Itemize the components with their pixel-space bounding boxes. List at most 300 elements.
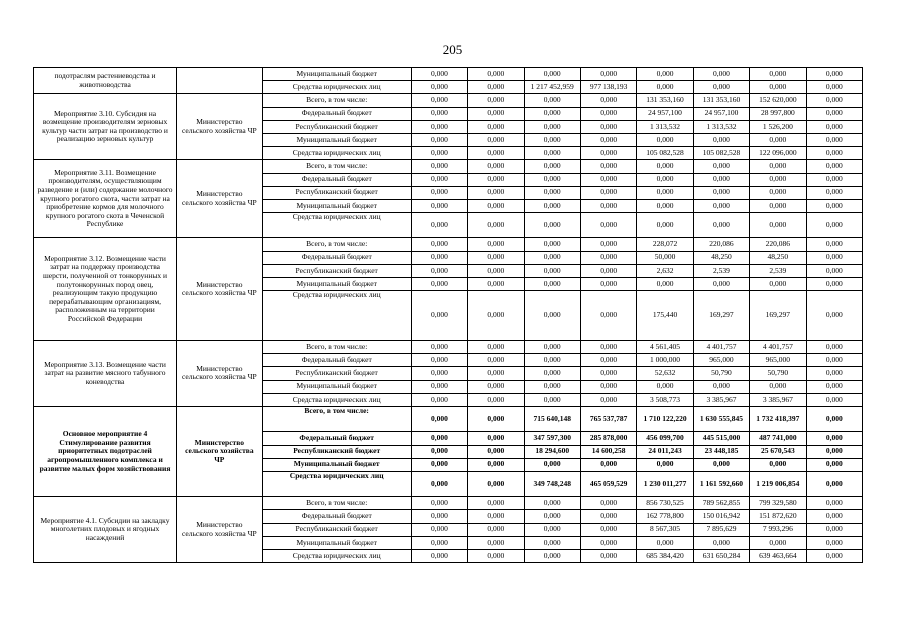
value-cell: 0,000 (806, 523, 862, 536)
budget-table (33, 67, 863, 563)
value-cell: 445 515,000 (693, 432, 749, 445)
funding-source-cell: Республиканский бюджет (262, 445, 411, 458)
value-cell: 0,000 (806, 341, 862, 354)
value-cell: 0,000 (806, 107, 862, 120)
funding-source-cell: Средства юридических лиц (262, 393, 411, 406)
value-cell: 0,000 (468, 264, 524, 277)
value-cell: 0,000 (468, 81, 524, 94)
funding-source-cell: Муниципальный бюджет (262, 458, 411, 471)
value-cell: 456 099,700 (637, 432, 693, 445)
funding-source-cell: Республиканский бюджет (262, 523, 411, 536)
value-cell: 3 508,773 (637, 393, 693, 406)
value-cell: 0,000 (693, 186, 749, 199)
value-cell: 789 562,855 (693, 497, 749, 510)
value-cell: 0,000 (468, 471, 524, 496)
measure-cell: Мероприятие 3.12. Возмещение части затрат на поддержку производства шерсти, полученной от тонкорунных и полутонкорунных пород овец, реализующим такую продукцию перерабатывающим организациям, расположенным на территории Российской Федерации (34, 238, 177, 341)
value-cell: 639 463,664 (750, 550, 806, 563)
value-cell: 162 778,800 (637, 510, 693, 523)
value-cell: 1 217 452,959 (524, 81, 580, 94)
value-cell: 0,000 (580, 497, 636, 510)
value-cell: 152 620,000 (750, 94, 806, 107)
value-cell: 0,000 (468, 393, 524, 406)
value-cell: 0,000 (524, 186, 580, 199)
value-cell: 48,250 (693, 251, 749, 264)
value-cell: 0,000 (580, 173, 636, 186)
value-cell: 0,000 (750, 278, 806, 291)
measure-cell: Основное мероприятие 4 Стимулирование развития приоритетных подотраслей агропромышленного комплекса и развитие малых форм хозяйствования (34, 406, 177, 496)
funding-source-cell: Муниципальный бюджет (262, 278, 411, 291)
value-cell: 0,000 (524, 120, 580, 133)
value-cell: 0,000 (806, 291, 862, 341)
value-cell: 0,000 (806, 81, 862, 94)
value-cell: 0,000 (468, 380, 524, 393)
value-cell: 0,000 (411, 264, 467, 277)
value-cell: 0,000 (750, 199, 806, 212)
funding-source-cell: Муниципальный бюджет (262, 68, 411, 81)
funding-source-cell: Всего, в том числе: (262, 94, 411, 107)
table-row (34, 68, 863, 81)
responsible-cell: Министерство сельского хозяйства ЧР (177, 341, 263, 407)
value-cell: 0,000 (411, 393, 467, 406)
measure-cell: Мероприятие 3.13. Возмещение части затрат на развитие мясного табунного коневодства (34, 341, 177, 407)
value-cell: 4 401,757 (693, 341, 749, 354)
value-cell: 0,000 (580, 510, 636, 523)
funding-source-cell: Федеральный бюджет (262, 107, 411, 120)
value-cell: 0,000 (806, 367, 862, 380)
value-cell: 0,000 (806, 445, 862, 458)
value-cell: 0,000 (693, 68, 749, 81)
value-cell: 715 640,148 (524, 406, 580, 431)
value-cell: 0,000 (750, 68, 806, 81)
value-cell: 0,000 (580, 160, 636, 173)
funding-source-cell: Средства юридических лиц (262, 147, 411, 160)
value-cell: 965,000 (693, 354, 749, 367)
value-cell: 0,000 (524, 160, 580, 173)
value-cell: 228,072 (637, 238, 693, 251)
value-cell: 0,000 (411, 68, 467, 81)
value-cell: 0,000 (806, 213, 862, 238)
value-cell: 0,000 (524, 393, 580, 406)
value-cell: 2,539 (750, 264, 806, 277)
value-cell: 3 385,967 (750, 393, 806, 406)
value-cell: 0,000 (806, 186, 862, 199)
value-cell: 2,632 (637, 264, 693, 277)
funding-source-cell: Республиканский бюджет (262, 186, 411, 199)
value-cell: 0,000 (806, 497, 862, 510)
value-cell: 169,297 (750, 291, 806, 341)
value-cell: 131 353,160 (693, 94, 749, 107)
value-cell: 0,000 (693, 278, 749, 291)
value-cell: 0,000 (468, 160, 524, 173)
value-cell: 0,000 (806, 147, 862, 160)
value-cell: 0,000 (411, 497, 467, 510)
value-cell: 0,000 (524, 550, 580, 563)
funding-source-cell: Федеральный бюджет (262, 510, 411, 523)
value-cell: 0,000 (693, 160, 749, 173)
value-cell: 220,086 (750, 238, 806, 251)
value-cell: 0,000 (806, 199, 862, 212)
value-cell: 105 082,528 (693, 147, 749, 160)
funding-source-cell: Всего, в том числе: (262, 341, 411, 354)
value-cell: 0,000 (524, 536, 580, 549)
funding-source-cell: Всего, в том числе: (262, 497, 411, 510)
value-cell: 0,000 (411, 536, 467, 549)
value-cell: 0,000 (637, 199, 693, 212)
value-cell: 0,000 (524, 94, 580, 107)
value-cell: 0,000 (524, 107, 580, 120)
value-cell: 0,000 (580, 354, 636, 367)
value-cell: 220,086 (693, 238, 749, 251)
funding-source-cell: Средства юридических лиц (262, 291, 411, 341)
responsible-cell: Министерство сельского хозяйства ЧР (177, 497, 263, 563)
value-cell: 0,000 (806, 94, 862, 107)
value-cell: 0,000 (411, 354, 467, 367)
responsible-cell (177, 68, 263, 94)
value-cell: 0,000 (693, 133, 749, 146)
funding-source-cell: Всего, в том числе: (262, 160, 411, 173)
value-cell: 0,000 (468, 406, 524, 431)
value-cell: 23 448,185 (693, 445, 749, 458)
value-cell: 18 294,600 (524, 445, 580, 458)
value-cell: 25 670,543 (750, 445, 806, 458)
value-cell: 0,000 (524, 341, 580, 354)
value-cell: 0,000 (637, 278, 693, 291)
value-cell: 0,000 (580, 251, 636, 264)
value-cell: 0,000 (524, 213, 580, 238)
value-cell: 0,000 (637, 68, 693, 81)
funding-source-cell: Средства юридических лиц (262, 213, 411, 238)
value-cell: 1 230 011,277 (637, 471, 693, 496)
funding-source-cell: Средства юридических лиц (262, 550, 411, 563)
value-cell: 0,000 (580, 523, 636, 536)
value-cell: 0,000 (524, 238, 580, 251)
measure-cell: Мероприятие 3.11. Возмещение производителям, осуществляющим разведение и (или) содержание молочного крупного рогатого скота, части затрат на приобретение кормов для молочного крупного рогатого скота в Чеченской Республике (34, 160, 177, 238)
value-cell: 0,000 (806, 354, 862, 367)
value-cell: 0,000 (580, 68, 636, 81)
value-cell: 0,000 (806, 380, 862, 393)
funding-source-cell: Муниципальный бюджет (262, 199, 411, 212)
value-cell: 0,000 (524, 367, 580, 380)
value-cell: 122 096,000 (750, 147, 806, 160)
funding-source-cell: Муниципальный бюджет (262, 380, 411, 393)
value-cell: 1 526,200 (750, 120, 806, 133)
table-row (34, 406, 863, 431)
value-cell: 0,000 (411, 120, 467, 133)
value-cell: 0,000 (468, 199, 524, 212)
value-cell: 0,000 (806, 68, 862, 81)
value-cell: 0,000 (468, 510, 524, 523)
value-cell: 0,000 (524, 133, 580, 146)
funding-source-cell: Республиканский бюджет (262, 120, 411, 133)
value-cell: 0,000 (580, 367, 636, 380)
responsible-cell: Министерство сельского хозяйства ЧР (177, 406, 263, 496)
value-cell: 0,000 (806, 471, 862, 496)
funding-source-cell: Федеральный бюджет (262, 251, 411, 264)
table-row (34, 341, 863, 354)
value-cell: 465 059,529 (580, 471, 636, 496)
value-cell: 0,000 (468, 107, 524, 120)
value-cell: 0,000 (524, 354, 580, 367)
measure-cell: Мероприятие 4.1. Субсидии на закладку многолетних плодовых и ягодных насаждений (34, 497, 177, 563)
value-cell: 0,000 (468, 186, 524, 199)
value-cell: 0,000 (806, 238, 862, 251)
value-cell: 7 895,629 (693, 523, 749, 536)
value-cell: 0,000 (580, 120, 636, 133)
value-cell: 0,000 (750, 536, 806, 549)
value-cell: 0,000 (411, 550, 467, 563)
value-cell: 0,000 (411, 160, 467, 173)
value-cell: 0,000 (468, 550, 524, 563)
value-cell: 0,000 (468, 354, 524, 367)
value-cell: 0,000 (693, 380, 749, 393)
value-cell: 24 957,100 (637, 107, 693, 120)
value-cell: 977 138,193 (580, 81, 636, 94)
value-cell: 0,000 (580, 107, 636, 120)
value-cell: 0,000 (468, 147, 524, 160)
value-cell: 0,000 (411, 173, 467, 186)
responsible-cell: Министерство сельского хозяйства ЧР (177, 94, 263, 160)
value-cell: 0,000 (411, 510, 467, 523)
measure-cell: Мероприятие 3.10. Субсидия на возмещение производителям зерновых культур части затрат на производство и реализацию зерновых культур (34, 94, 177, 160)
value-cell: 0,000 (637, 160, 693, 173)
value-cell: 0,000 (637, 213, 693, 238)
value-cell: 0,000 (806, 510, 862, 523)
value-cell: 1 313,532 (693, 120, 749, 133)
value-cell: 1 000,000 (637, 354, 693, 367)
value-cell: 0,000 (411, 367, 467, 380)
value-cell: 0,000 (637, 81, 693, 94)
value-cell: 0,000 (468, 497, 524, 510)
value-cell: 0,000 (580, 133, 636, 146)
value-cell: 50,000 (637, 251, 693, 264)
value-cell: 799 329,580 (750, 497, 806, 510)
value-cell: 0,000 (580, 278, 636, 291)
page-number: 205 (442, 42, 463, 57)
value-cell: 0,000 (524, 510, 580, 523)
value-cell: 24 957,100 (693, 107, 749, 120)
value-cell: 0,000 (693, 173, 749, 186)
value-cell: 0,000 (637, 173, 693, 186)
funding-source-cell: Всего, в том числе: (262, 406, 411, 431)
value-cell: 131 353,160 (637, 94, 693, 107)
value-cell: 151 872,620 (750, 510, 806, 523)
value-cell: 0,000 (468, 251, 524, 264)
value-cell: 0,000 (468, 432, 524, 445)
value-cell: 0,000 (468, 367, 524, 380)
value-cell: 0,000 (750, 133, 806, 146)
value-cell: 52,632 (637, 367, 693, 380)
value-cell: 50,790 (693, 367, 749, 380)
value-cell: 0,000 (637, 458, 693, 471)
value-cell: 0,000 (806, 160, 862, 173)
value-cell: 3 385,967 (693, 393, 749, 406)
value-cell: 0,000 (411, 380, 467, 393)
value-cell: 0,000 (580, 199, 636, 212)
value-cell: 0,000 (411, 445, 467, 458)
value-cell: 685 384,420 (637, 550, 693, 563)
value-cell: 0,000 (468, 120, 524, 133)
value-cell: 0,000 (524, 251, 580, 264)
value-cell: 0,000 (750, 173, 806, 186)
value-cell: 0,000 (411, 278, 467, 291)
value-cell: 0,000 (693, 536, 749, 549)
value-cell: 0,000 (580, 550, 636, 563)
value-cell: 1 161 592,660 (693, 471, 749, 496)
value-cell: 0,000 (468, 458, 524, 471)
value-cell: 2,539 (693, 264, 749, 277)
value-cell: 0,000 (411, 458, 467, 471)
value-cell: 0,000 (524, 264, 580, 277)
value-cell: 0,000 (524, 380, 580, 393)
value-cell: 0,000 (468, 278, 524, 291)
value-cell: 0,000 (806, 120, 862, 133)
value-cell: 7 993,296 (750, 523, 806, 536)
value-cell: 0,000 (637, 133, 693, 146)
value-cell: 0,000 (468, 94, 524, 107)
value-cell: 349 748,248 (524, 471, 580, 496)
value-cell: 0,000 (411, 341, 467, 354)
value-cell: 50,790 (750, 367, 806, 380)
value-cell: 0,000 (580, 341, 636, 354)
value-cell: 0,000 (580, 147, 636, 160)
value-cell: 0,000 (411, 133, 467, 146)
value-cell: 0,000 (411, 213, 467, 238)
value-cell: 0,000 (468, 238, 524, 251)
funding-source-cell: Муниципальный бюджет (262, 133, 411, 146)
value-cell: 0,000 (580, 213, 636, 238)
value-cell: 0,000 (524, 523, 580, 536)
value-cell: 14 600,258 (580, 445, 636, 458)
value-cell: 4 561,405 (637, 341, 693, 354)
value-cell: 0,000 (750, 458, 806, 471)
value-cell: 0,000 (580, 94, 636, 107)
value-cell: 285 878,000 (580, 432, 636, 445)
value-cell: 0,000 (524, 278, 580, 291)
value-cell: 0,000 (468, 291, 524, 341)
value-cell: 1 219 006,854 (750, 471, 806, 496)
value-cell: 0,000 (637, 536, 693, 549)
value-cell: 0,000 (524, 173, 580, 186)
value-cell: 0,000 (468, 445, 524, 458)
funding-source-cell: Федеральный бюджет (262, 354, 411, 367)
value-cell: 0,000 (411, 147, 467, 160)
value-cell: 0,000 (637, 186, 693, 199)
value-cell: 1 710 122,220 (637, 406, 693, 431)
table-row (34, 497, 863, 510)
value-cell: 965,000 (750, 354, 806, 367)
value-cell: 0,000 (580, 291, 636, 341)
value-cell: 24 011,243 (637, 445, 693, 458)
value-cell: 0,000 (750, 186, 806, 199)
responsible-cell: Министерство сельского хозяйства ЧР (177, 160, 263, 238)
value-cell: 0,000 (411, 251, 467, 264)
value-cell: 0,000 (693, 81, 749, 94)
funding-source-cell: Республиканский бюджет (262, 264, 411, 277)
funding-source-cell: Федеральный бюджет (262, 432, 411, 445)
value-cell: 105 082,528 (637, 147, 693, 160)
funding-source-cell: Республиканский бюджет (262, 367, 411, 380)
value-cell: 347 597,300 (524, 432, 580, 445)
value-cell: 0,000 (580, 186, 636, 199)
responsible-cell: Министерство сельского хозяйства ЧР (177, 238, 263, 341)
value-cell: 0,000 (806, 458, 862, 471)
value-cell: 0,000 (580, 536, 636, 549)
value-cell: 0,000 (806, 393, 862, 406)
value-cell: 150 016,942 (693, 510, 749, 523)
value-cell: 0,000 (411, 186, 467, 199)
value-cell: 0,000 (411, 291, 467, 341)
value-cell: 0,000 (468, 213, 524, 238)
measure-cell: подотраслям растениеводства и животноводства (34, 68, 177, 94)
value-cell: 0,000 (580, 458, 636, 471)
value-cell: 0,000 (411, 81, 467, 94)
value-cell: 175,440 (637, 291, 693, 341)
value-cell: 0,000 (580, 238, 636, 251)
value-cell: 0,000 (524, 291, 580, 341)
value-cell: 0,000 (524, 199, 580, 212)
value-cell: 0,000 (524, 68, 580, 81)
value-cell: 0,000 (806, 406, 862, 431)
value-cell: 0,000 (806, 173, 862, 186)
value-cell: 0,000 (806, 264, 862, 277)
value-cell: 0,000 (524, 458, 580, 471)
value-cell: 48,250 (750, 251, 806, 264)
value-cell: 0,000 (411, 107, 467, 120)
value-cell: 487 741,000 (750, 432, 806, 445)
value-cell: 0,000 (411, 432, 467, 445)
value-cell: 0,000 (411, 523, 467, 536)
value-cell: 0,000 (806, 550, 862, 563)
value-cell: 0,000 (806, 133, 862, 146)
value-cell: 0,000 (637, 380, 693, 393)
funding-source-cell: Муниципальный бюджет (262, 536, 411, 549)
value-cell: 0,000 (806, 251, 862, 264)
value-cell: 765 537,787 (580, 406, 636, 431)
value-cell: 8 567,305 (637, 523, 693, 536)
value-cell: 28 997,800 (750, 107, 806, 120)
value-cell: 0,000 (806, 432, 862, 445)
table-row (34, 160, 863, 173)
value-cell: 0,000 (806, 536, 862, 549)
value-cell: 1 732 418,397 (750, 406, 806, 431)
value-cell: 0,000 (693, 458, 749, 471)
value-cell: 0,000 (411, 94, 467, 107)
value-cell: 0,000 (806, 278, 862, 291)
value-cell: 0,000 (580, 380, 636, 393)
value-cell: 0,000 (693, 213, 749, 238)
value-cell: 0,000 (468, 536, 524, 549)
value-cell: 0,000 (411, 199, 467, 212)
value-cell: 169,297 (693, 291, 749, 341)
value-cell: 0,000 (524, 147, 580, 160)
value-cell: 0,000 (750, 160, 806, 173)
funding-source-cell: Всего, в том числе: (262, 238, 411, 251)
value-cell: 0,000 (468, 133, 524, 146)
table-row (34, 94, 863, 107)
value-cell: 0,000 (411, 406, 467, 431)
value-cell: 0,000 (411, 471, 467, 496)
value-cell: 0,000 (750, 81, 806, 94)
funding-source-cell: Средства юридических лиц (262, 81, 411, 94)
value-cell: 0,000 (468, 173, 524, 186)
value-cell: 631 650,284 (693, 550, 749, 563)
funding-source-cell: Федеральный бюджет (262, 173, 411, 186)
value-cell: 0,000 (750, 213, 806, 238)
value-cell: 0,000 (580, 264, 636, 277)
value-cell: 0,000 (524, 497, 580, 510)
value-cell: 0,000 (693, 199, 749, 212)
value-cell: 0,000 (468, 341, 524, 354)
